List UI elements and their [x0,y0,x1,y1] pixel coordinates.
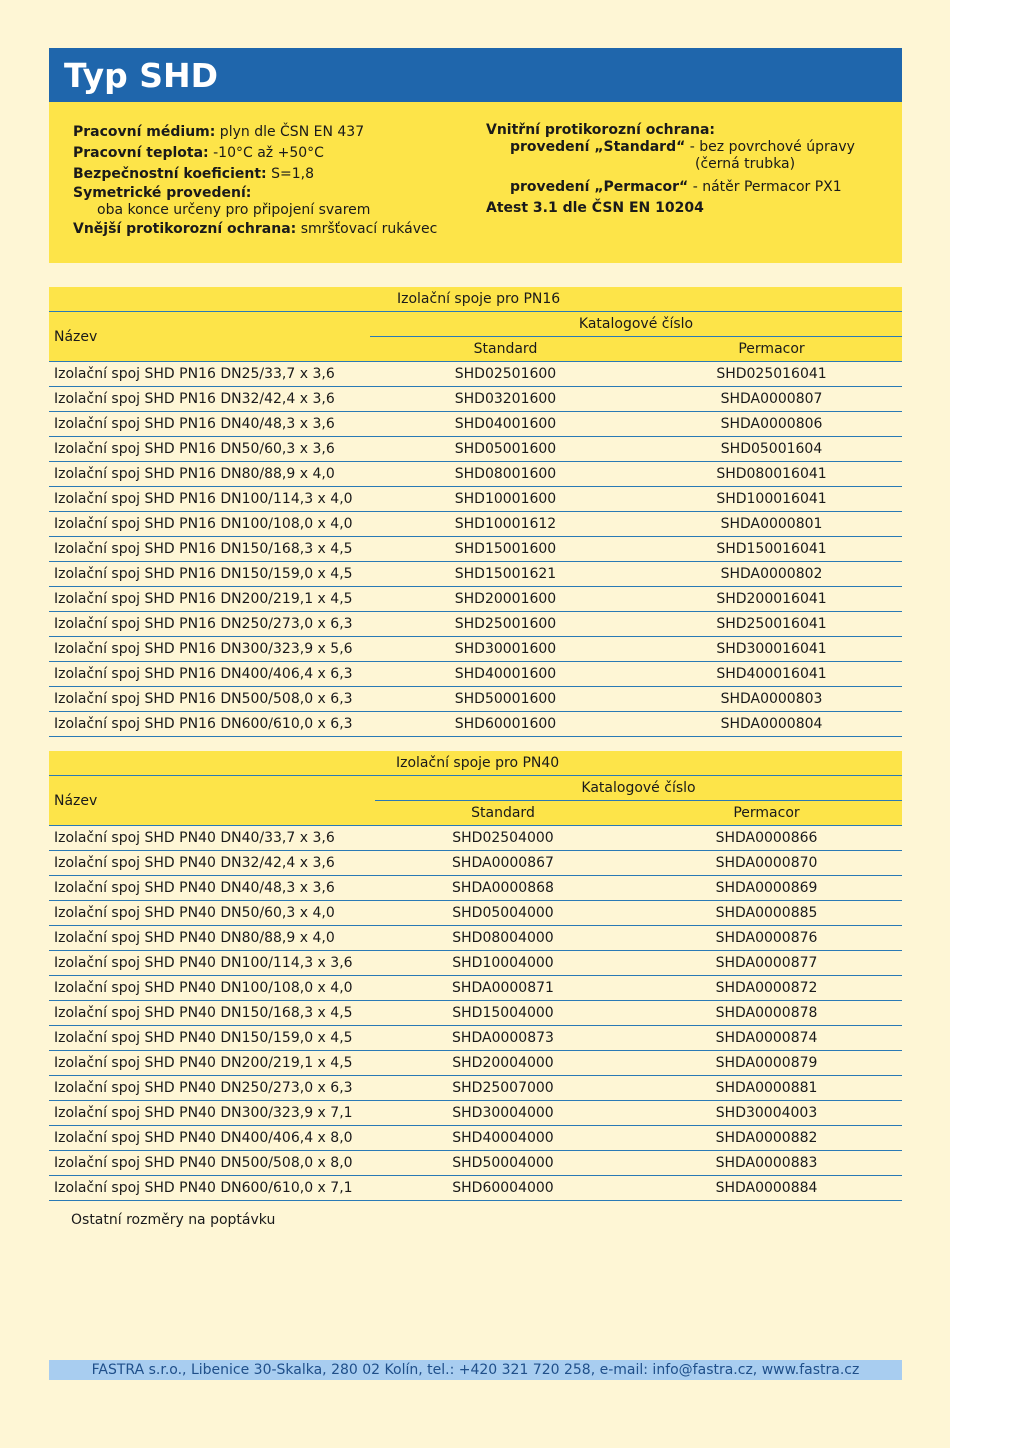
catalog-table-pn40 [49,751,902,1201]
cell-name: Izolační spoj SHD PN16 DN400/406,4 x 6,3 [49,662,370,687]
cell-permacor-number: SHD080016041 [641,462,902,487]
table-row [49,1101,902,1126]
spec-temperature [73,143,473,164]
cell-standard-number: SHDA0000868 [375,876,631,901]
spec-inner-label: Vnitřní protikorozní ochrana: [486,122,715,138]
cell-name: Izolační spoj SHD PN40 DN200/219,1 x 4,5 [49,1051,375,1076]
cell-name: Izolační spoj SHD PN40 DN100/114,3 x 3,6 [49,951,375,976]
cell-name: Izolační spoj SHD PN40 DN500/508,0 x 8,0 [49,1151,375,1176]
table-row [49,901,902,926]
cell-name: Izolační spoj SHD PN16 DN50/60,3 x 3,6 [49,437,370,462]
cell-standard-number: SHD30004000 [375,1101,631,1126]
table-title: Izolační spoje pro PN40 [49,751,902,776]
table-title-row [49,287,902,312]
cell-permacor-number: SHDA0000882 [631,1126,902,1151]
cell-standard-number: SHD02501600 [370,362,641,387]
cell-standard-number: SHD10004000 [375,951,631,976]
table-row [49,951,902,976]
cell-permacor-number: SHDA0000801 [641,512,902,537]
cell-permacor-number: SHDA0000883 [631,1151,902,1176]
cell-permacor-number: SHD025016041 [641,362,902,387]
column-header-name: Název [49,312,370,362]
cell-standard-number: SHD60001600 [370,712,641,737]
cell-name: Izolační spoj SHD PN16 DN250/273,0 x 6,3 [49,612,370,637]
cell-standard-number: SHD20004000 [375,1051,631,1076]
table-body [49,826,902,1201]
table-row [49,637,902,662]
spec-temperature-label: Pracovní teplota: [73,145,209,161]
cell-permacor-number: SHD05001604 [641,437,902,462]
cell-permacor-number: SHDA0000881 [631,1076,902,1101]
table-title-row [49,751,902,776]
spec-permacor [486,177,896,198]
cell-name: Izolační spoj SHD PN16 DN80/88,9 x 4,0 [49,462,370,487]
spec-standard-value-2: (černá trubka) [695,156,796,172]
table-row [49,976,902,1001]
cell-permacor-number: SHDA0000802 [641,562,902,587]
cell-standard-number: SHD10001600 [370,487,641,512]
column-header-standard: Standard [370,337,641,362]
spec-temperature-value: -10°C až +50°C [208,145,324,161]
spec-outer-label: Vnější protikorozní ochrana: [73,221,297,237]
cell-standard-number: SHD25007000 [375,1076,631,1101]
table-row [49,612,902,637]
footer-contact-bar: FASTRA s.r.o., Libenice 30-Skalka, 280 02 Kolín, tel.: +420 321 720 258, e-mail: info@fastra.cz, www.fastra.cz [49,1360,902,1380]
column-header-catalog: Katalogové číslo [370,312,902,337]
cell-permacor-number: SHDA0000803 [641,687,902,712]
cell-name: Izolační spoj SHD PN40 DN100/108,0 x 4,0 [49,976,375,1001]
table-row [49,1076,902,1101]
cell-name: Izolační spoj SHD PN16 DN100/108,0 x 4,0 [49,512,370,537]
table-subheader-row [49,312,902,337]
cell-permacor-number: SHDA0000874 [631,1026,902,1051]
cell-name: Izolační spoj SHD PN16 DN150/168,3 x 4,5 [49,537,370,562]
table-body [49,362,902,737]
table-row [49,512,902,537]
table-header [49,287,902,362]
table-row [49,462,902,487]
cell-name: Izolační spoj SHD PN40 DN150/159,0 x 4,5 [49,1026,375,1051]
table-header [49,751,902,826]
cell-permacor-number: SHDA0000869 [631,876,902,901]
cell-standard-number: SHD10001612 [370,512,641,537]
table-row [49,362,902,387]
table-row [49,487,902,512]
cell-name: Izolační spoj SHD PN16 DN500/508,0 x 6,3 [49,687,370,712]
cell-standard-number: SHD15004000 [375,1001,631,1026]
cell-standard-number: SHD60004000 [375,1176,631,1201]
table-row [49,1051,902,1076]
cell-permacor-number: SHDA0000870 [631,851,902,876]
catalog-table-pn16 [49,287,902,737]
cell-permacor-number: SHD200016041 [641,587,902,612]
cell-standard-number: SHDA0000873 [375,1026,631,1051]
spec-symmetric-label: Symetrické provedení: [73,185,252,201]
cell-name: Izolační spoj SHD PN40 DN32/42,4 x 3,6 [49,851,375,876]
cell-standard-number: SHD50004000 [375,1151,631,1176]
table-row [49,587,902,612]
spec-safety-label: Bezpečnostní koeficient: [73,166,267,182]
table-row [49,537,902,562]
cell-name: Izolační spoj SHD PN40 DN50/60,3 x 4,0 [49,901,375,926]
cell-standard-number: SHD40004000 [375,1126,631,1151]
spec-safety [73,164,473,185]
cell-name: Izolační spoj SHD PN40 DN80/88,9 x 4,0 [49,926,375,951]
table-row [49,412,902,437]
table-row [49,562,902,587]
cell-standard-number: SHD05004000 [375,901,631,926]
specs-left-column [73,122,473,240]
table-row [49,926,902,951]
column-header-permacor: Permacor [631,801,902,826]
page-title: Typ SHD [64,56,218,95]
spec-outer-value: smršťovací rukávec [296,221,438,237]
spec-medium [73,122,473,143]
cell-name: Izolační spoj SHD PN16 DN200/219,1 x 4,5 [49,587,370,612]
cell-name: Izolační spoj SHD PN40 DN150/168,3 x 4,5 [49,1001,375,1026]
cell-standard-number: SHD02504000 [375,826,631,851]
cell-standard-number: SHD30001600 [370,637,641,662]
cell-permacor-number: SHD150016041 [641,537,902,562]
cell-standard-number: SHD15001600 [370,537,641,562]
spec-medium-value: plyn dle ČSN EN 437 [215,124,365,140]
cell-permacor-number: SHDA0000885 [631,901,902,926]
cell-standard-number: SHD40001600 [370,662,641,687]
table-row [49,1151,902,1176]
spec-symmetric-value: oba konce určeny pro připojení svarem [97,202,371,218]
spec-standard-value: - bez povrchové úpravy [685,139,855,155]
cell-permacor-number: SHD400016041 [641,662,902,687]
cell-standard-number: SHDA0000871 [375,976,631,1001]
cell-standard-number: SHD25001600 [370,612,641,637]
cell-permacor-number: SHDA0000866 [631,826,902,851]
cell-permacor-number: SHD100016041 [641,487,902,512]
spec-permacor-value: - nátěr Permacor PX1 [688,179,842,195]
cell-name: Izolační spoj SHD PN16 DN600/610,0 x 6,3 [49,712,370,737]
table-title: Izolační spoje pro PN16 [49,287,902,312]
table-row [49,876,902,901]
cell-permacor-number: SHDA0000872 [631,976,902,1001]
cell-standard-number: SHDA0000867 [375,851,631,876]
cell-permacor-number: SHDA0000884 [631,1176,902,1201]
column-header-catalog: Katalogové číslo [375,776,902,801]
cell-standard-number: SHD08001600 [370,462,641,487]
cell-name: Izolační spoj SHD PN40 DN40/48,3 x 3,6 [49,876,375,901]
column-header-name: Název [49,776,375,826]
specifications-box [49,102,902,263]
cell-permacor-number: SHDA0000877 [631,951,902,976]
cell-standard-number: SHD20001600 [370,587,641,612]
cell-permacor-number: SHDA0000878 [631,1001,902,1026]
table-row [49,1026,902,1051]
cell-standard-number: SHD15001621 [370,562,641,587]
cell-permacor-number: SHDA0000876 [631,926,902,951]
cell-standard-number: SHD08004000 [375,926,631,951]
cell-permacor-number: SHD30004003 [631,1101,902,1126]
cell-name: Izolační spoj SHD PN16 DN100/114,3 x 4,0 [49,487,370,512]
column-header-permacor: Permacor [641,337,902,362]
table-row [49,437,902,462]
cell-standard-number: SHD50001600 [370,687,641,712]
spec-medium-label: Pracovní médium: [73,124,216,140]
table-row [49,1176,902,1201]
cell-name: Izolační spoj SHD PN40 DN40/33,7 x 3,6 [49,826,375,851]
table-row [49,662,902,687]
cell-permacor-number: SHDA0000804 [641,712,902,737]
cell-standard-number: SHD03201600 [370,387,641,412]
cell-name: Izolační spoj SHD PN16 DN32/42,4 x 3,6 [49,387,370,412]
column-header-standard: Standard [375,801,631,826]
cell-name: Izolační spoj SHD PN40 DN400/406,4 x 8,0 [49,1126,375,1151]
table-row [49,387,902,412]
cell-name: Izolační spoj SHD PN40 DN300/323,9 x 7,1 [49,1101,375,1126]
table-row [49,1001,902,1026]
cell-permacor-number: SHD250016041 [641,612,902,637]
cell-permacor-number: SHDA0000879 [631,1051,902,1076]
table-row [49,712,902,737]
specs-right-column [486,122,896,219]
spec-safety-value: S=1,8 [266,166,314,182]
cell-permacor-number: SHDA0000806 [641,412,902,437]
table-row [49,687,902,712]
cell-permacor-number: SHDA0000807 [641,387,902,412]
cell-name: Izolační spoj SHD PN40 DN600/610,0 x 7,1 [49,1176,375,1201]
table-row [49,826,902,851]
spec-outer-protection [73,219,473,240]
title-bar [49,48,902,102]
table-subheader-row [49,776,902,801]
table-row [49,1126,902,1151]
spec-standard [486,139,896,156]
spec-permacor-label: provedení „Permacor“ [510,179,689,195]
cell-permacor-number: SHD300016041 [641,637,902,662]
cell-name: Izolační spoj SHD PN40 DN250/273,0 x 6,3 [49,1076,375,1101]
table-row [49,851,902,876]
cell-standard-number: SHD04001600 [370,412,641,437]
spec-standard-label: provedení „Standard“ [510,139,686,155]
cell-name: Izolační spoj SHD PN16 DN40/48,3 x 3,6 [49,412,370,437]
footnote: Ostatní rozměry na poptávku [71,1212,276,1228]
cell-name: Izolační spoj SHD PN16 DN150/159,0 x 4,5 [49,562,370,587]
cell-standard-number: SHD05001600 [370,437,641,462]
cell-name: Izolační spoj SHD PN16 DN25/33,7 x 3,6 [49,362,370,387]
cell-name: Izolační spoj SHD PN16 DN300/323,9 x 5,6 [49,637,370,662]
spec-atest: Atest 3.1 dle ČSN EN 10204 [486,200,704,216]
